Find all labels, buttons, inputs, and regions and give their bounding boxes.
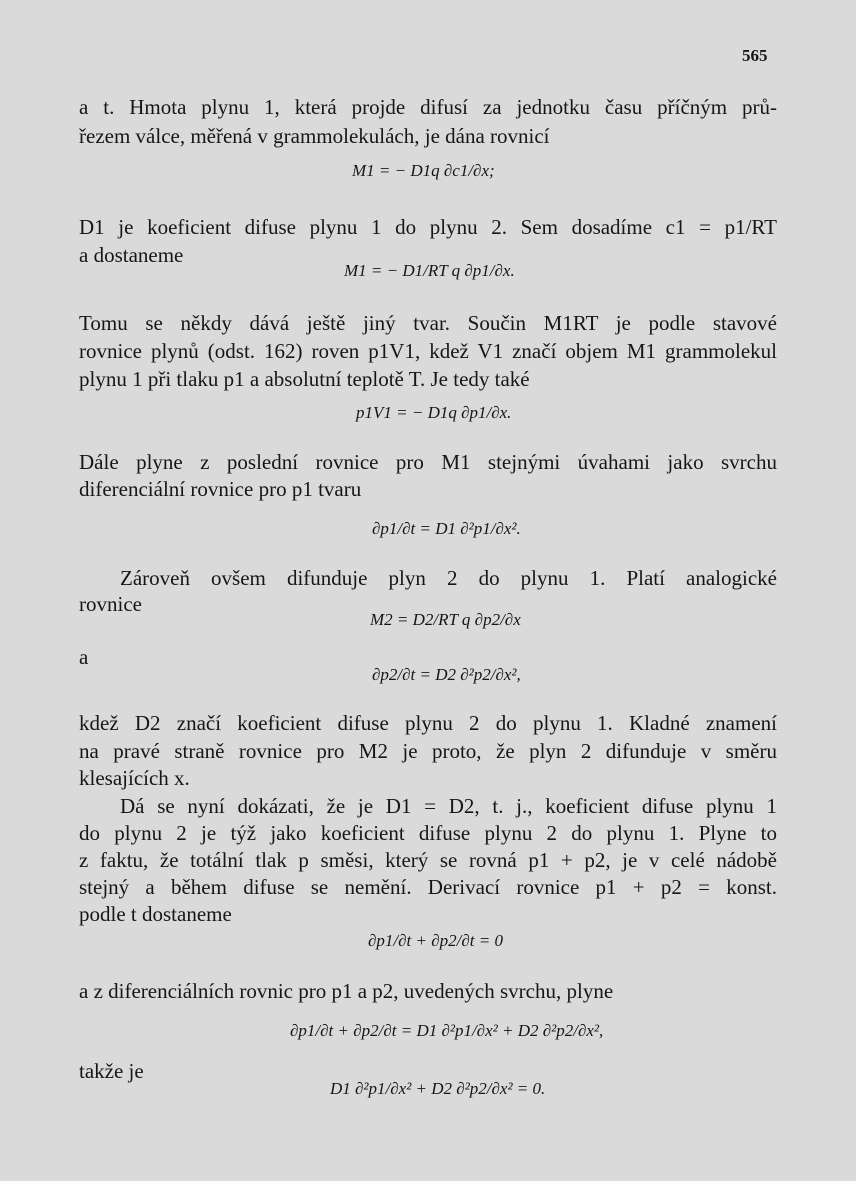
text-line-2: řezem válce, měřená v grammolekulách, je dána rovnicí xyxy=(79,124,550,148)
text-line-18: z faktu, že totální tlak p směsi, který se rovná p1 + p2, je v celé nádobě xyxy=(79,848,777,872)
text-line-6: rovnice plynů (odst. 162) roven p1V1, kdež V1 značí objem M1 grammolekul xyxy=(79,339,777,363)
equation-4: ∂p1/∂t = D1 ∂²p1/∂x². xyxy=(372,519,521,538)
equation-9: D1 ∂²p1/∂x² + D2 ∂²p2/∂x² = 0. xyxy=(330,1079,546,1098)
text-line-10: Zároveň ovšem difunduje plyn 2 do plynu 1. Platí analogické xyxy=(120,566,777,590)
text-line-22: takže je xyxy=(79,1059,144,1083)
equation-5: M2 = D2/RT q ∂p2/∂x xyxy=(370,610,521,629)
text-line-5: Tomu se někdy dává ještě jiný tvar. Součin M1RT je podle stavové xyxy=(79,311,777,335)
text-line-4: a dostaneme xyxy=(79,243,184,267)
text-line-20: podle t dostaneme xyxy=(79,902,232,926)
text-line-3: D1 je koeficient difuse plynu 1 do plynu 2. Sem dosadíme c1 = p1/RT xyxy=(79,215,777,239)
text-line-14: na pravé straně rovnice pro M2 je proto, že plyn 2 difunduje v směru xyxy=(79,739,777,763)
equation-2: M1 = − D1/RT q ∂p1/∂x. xyxy=(344,261,515,280)
text-line-16: Dá se nyní dokázati, že je D1 = D2, t. j., koeficient difuse plynu 1 xyxy=(120,794,777,818)
text-line-11: rovnice xyxy=(79,592,142,616)
text-line-1: a t. Hmota plynu 1, která projde difusí za jednotku času příčným prů- xyxy=(79,95,777,119)
equation-1: M1 = − D1q ∂c1/∂x; xyxy=(352,161,495,180)
page-number: 565 xyxy=(742,46,768,65)
equation-8: ∂p1/∂t + ∂p2/∂t = D1 ∂²p1/∂x² + D2 ∂²p2/∂x², xyxy=(290,1021,604,1040)
text-line-19: stejný a během difuse se nemění. Derivací rovnice p1 + p2 = konst. xyxy=(79,875,777,899)
text-line-21: a z diferenciálních rovnic pro p1 a p2, uvedených svrchu, plyne xyxy=(79,979,614,1003)
equation-7: ∂p1/∂t + ∂p2/∂t = 0 xyxy=(368,931,503,950)
text-line-7: plynu 1 při tlaku p1 a absolutní teplotě T. Je tedy také xyxy=(79,367,530,391)
equation-6: ∂p2/∂t = D2 ∂²p2/∂x², xyxy=(372,665,521,684)
text-line-13: kdež D2 značí koeficient difuse plynu 2 do plynu 1. Kladné znamení xyxy=(79,711,777,735)
text-line-17: do plynu 2 je týž jako koeficient difuse plynu 2 do plynu 1. Plyne to xyxy=(79,821,777,845)
text-line-9: diferenciální rovnice pro p1 tvaru xyxy=(79,477,362,501)
text-line-8: Dále plyne z poslední rovnice pro M1 stejnými úvahami jako svrchu xyxy=(79,450,777,474)
text-line-15: klesajících x. xyxy=(79,766,190,790)
equation-3: p1V1 = − D1q ∂p1/∂x. xyxy=(356,403,512,422)
text-line-12: a xyxy=(79,645,89,669)
